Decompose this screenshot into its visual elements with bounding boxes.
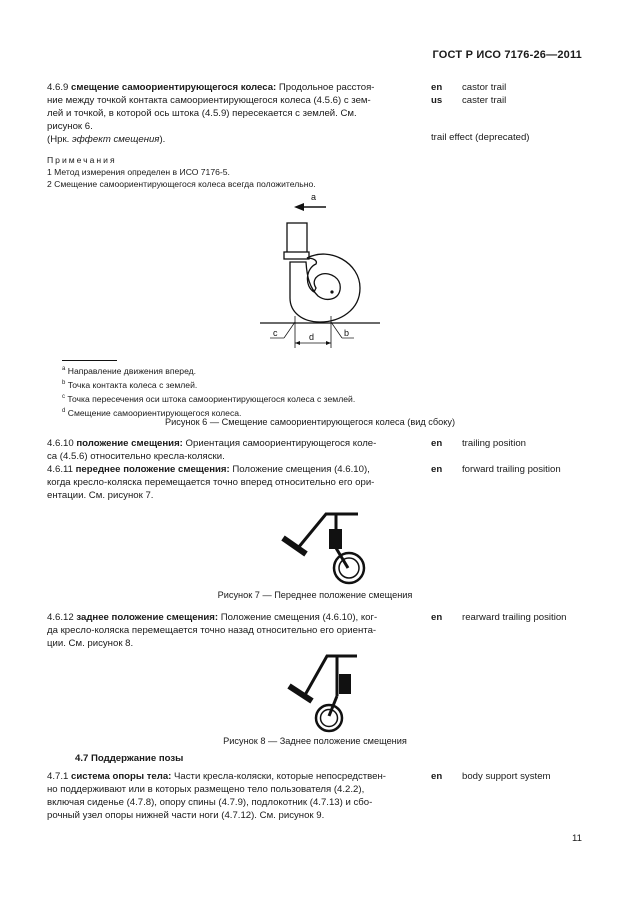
figure-6-caption: Рисунок 6 — Смещение самоориентирующегося колеса (вид сбоку): [164, 417, 456, 427]
term-4-6-11-translation: en forward trailing position: [431, 464, 561, 475]
page-header: ГОСТ Р ИСО 7176-26—2011: [432, 49, 582, 61]
term-4-6-12: 4.6.12 заднее положение смещения: Положение смещения (4.6.10), ког- да кресло-коляска перемещается точно назад относительно его ориента- ции. См. рисунок 8.: [47, 612, 378, 649]
term-4-6-12-translation: en rearward trailing position: [431, 612, 567, 623]
term-4-6-9: 4.6.9 смещение самоориентирующегося колеса: Продольное расстоя- ние между точкой контакта самоориентирующегося колеса (4.5.6) с зем- лей и точкой, в которой ось штока (4.5.9) пересекается с землей. См. рисунок 6. (Нрк. эффект смещения).: [47, 82, 375, 145]
deprecated-term: trail effect (deprecated): [431, 132, 530, 143]
term-4-6-10: 4.6.10 положение смещения: Ориентация самоориентирующегося коле- са (4.5.6) относительно кресла-коляски.: [47, 438, 377, 462]
figure-7-caption: Рисунок 7 — Переднее положение смещения: [217, 590, 413, 600]
label-a: a: [311, 192, 317, 202]
castor-wheel: [290, 254, 360, 322]
figure-8: [285, 648, 375, 733]
footnote-rule: [62, 360, 117, 361]
label-b: b: [344, 328, 350, 338]
label-c: c: [273, 328, 278, 338]
footnote-d: $^d$ Смещение самоориентирующегося колеса.: [62, 407, 242, 418]
section-4-7-heading: 4.7 Поддержание позы: [75, 753, 184, 764]
notes: Примечания 1 Метод измерения определен в ИСО 7176-5. 2 Смещение самоориентирующегося колеса всегда положительно.: [47, 155, 316, 189]
figure-7: [278, 506, 378, 586]
footnote-a: $^a$ Направление движения вперед.: [62, 365, 197, 376]
footnote-b: $^b$ Точка контакта колеса с землей.: [62, 379, 198, 390]
figure-8-caption: Рисунок 8 — Заднее положение смещения: [223, 736, 407, 746]
term-4-6-10-translation: en trailing position: [431, 438, 526, 449]
term-4-7-1-translation: en body support system: [431, 771, 551, 782]
footnotes: [62, 363, 462, 418]
term-4-6-9-translations: en castor trail us caster trail: [431, 82, 507, 106]
footnote-c: $^c$ Точка пересечения оси штока самоориентирующегося колеса с землей.: [62, 393, 356, 404]
term-4-6-11: 4.6.11 переднее положение смещения: Положение смещения (4.6.10), когда кресло-коляска перемещается точно вперед относительно его ори- ентации. См. рисунок 7.: [47, 464, 375, 501]
label-d: d: [309, 332, 315, 342]
page-number: 11: [572, 833, 582, 844]
figure-6: [260, 188, 380, 356]
term-4-7-1: 4.7.1 система опоры тела: Части кресла-коляски, которые непосредствен- но поддерживают или в которых размещено тело пользователя (4.2.2), включая сиденье (4.7.8), опору спины (4.7.9), подлокотник (4.7.13) и сбо- рочный узел опоры нижней части ноги (4.7.12). См. рисунок 9.: [47, 771, 386, 821]
